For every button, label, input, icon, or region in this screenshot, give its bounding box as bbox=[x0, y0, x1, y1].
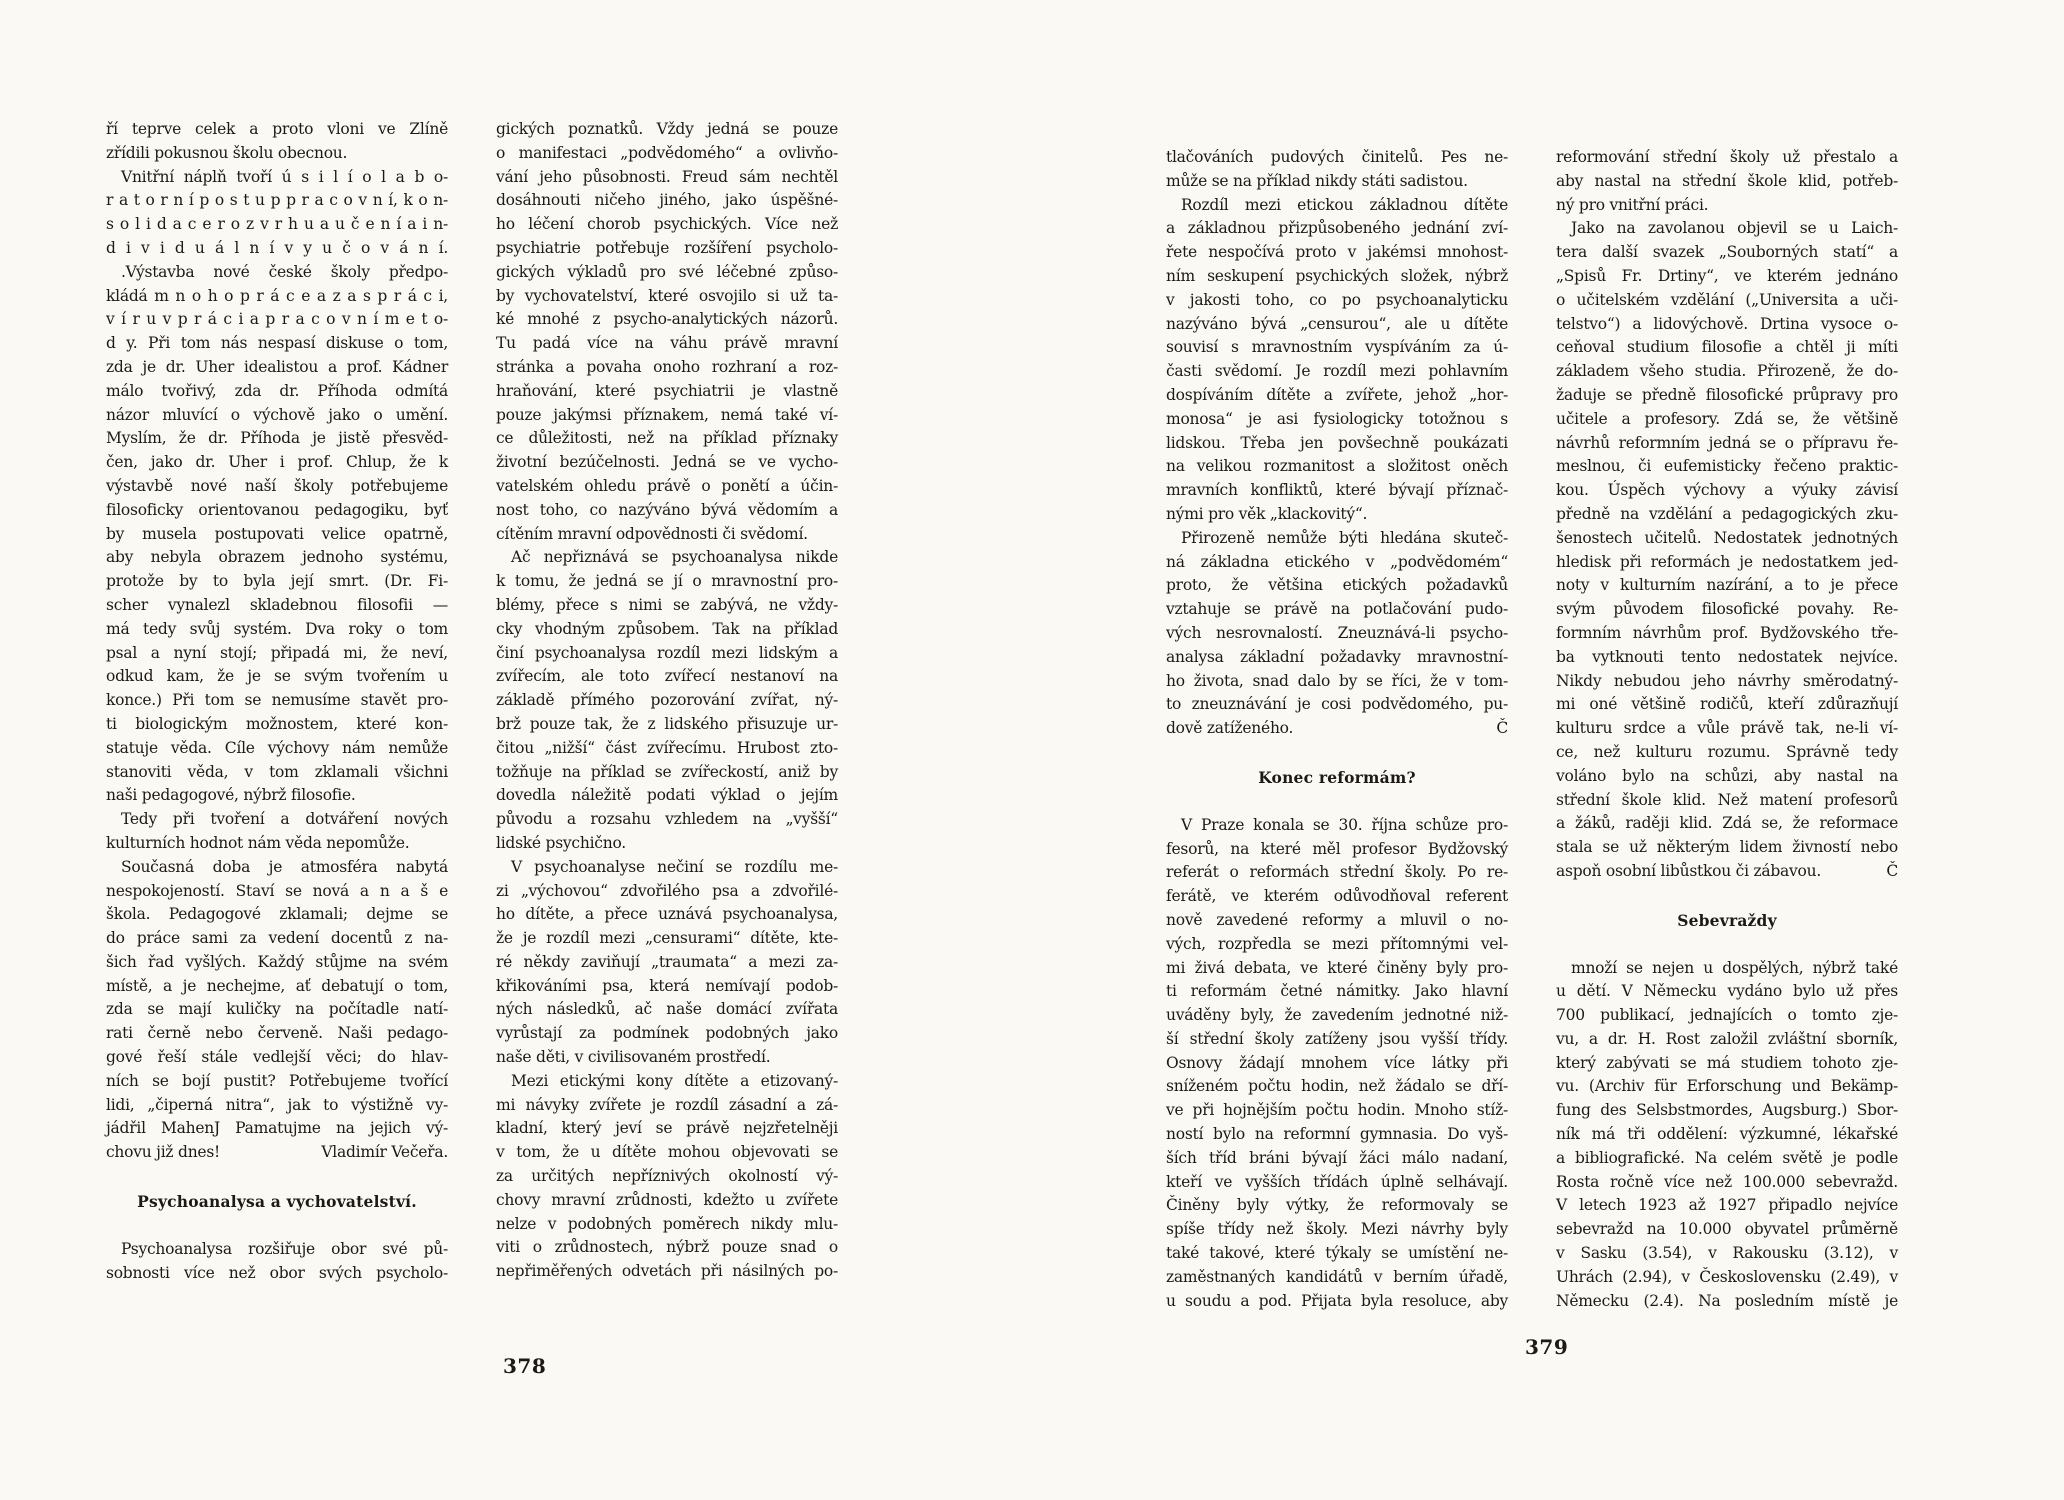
text-line: dosáhnouti ničeho jiného, jako úspěšné- bbox=[496, 191, 838, 210]
text-line: v í r u v p r á c i a p r a c o v n í m e t o- bbox=[106, 310, 448, 329]
text-line: dovedla náležitě podati výklad o jejím bbox=[496, 786, 838, 805]
text-line: formním návrhům prof. Bydžovského tře- bbox=[1556, 623, 1898, 642]
text-line: kládá m n o h o p r á c e a z a s p r á c i, bbox=[106, 286, 448, 305]
text-line: ností bylo na reformní gymnasia. Do vyš- bbox=[1166, 1125, 1508, 1144]
text-line: lidskou. Třeba jen povšechně poukázati bbox=[1166, 433, 1508, 452]
text-line: scher vynalezl skladebnou filosofii — bbox=[106, 595, 448, 614]
text-line: pouze jakýmsi příznakem, nemá také ví- bbox=[496, 405, 838, 424]
text-line: .Výstavba nové české školy předpo- bbox=[121, 262, 448, 281]
text-line: škola. Pedagogové zklamali; dejme se bbox=[106, 905, 448, 924]
text-line: sobnosti více než obor svých psycholo- bbox=[106, 1263, 448, 1282]
text-column-3 bbox=[1166, 146, 1508, 1313]
text-line: ce, než kulturu rozumu. Správně tedy bbox=[1556, 742, 1898, 761]
text-line: má tedy svůj systém. Dva roky o tom bbox=[106, 619, 448, 638]
text-line: málo tvořivý, zda dr. Příhoda odmítá bbox=[106, 381, 448, 400]
text-line: uváděny byly, že zavedením jednotné niž- bbox=[1166, 1006, 1508, 1025]
signature: Vladimír Večeřa. bbox=[321, 1143, 448, 1162]
text-line: sníženém počtu hodin, než žádalo se dří- bbox=[1166, 1077, 1508, 1096]
text-line: to zneuznávání je cosi podvědomého, pu- bbox=[1166, 695, 1508, 714]
text-line: k tomu, že jedná se jí o mravnostní pro- bbox=[496, 572, 838, 591]
text-line: statuje věda. Cíle výchovy nám nemůže bbox=[106, 738, 448, 757]
text-line: referát o reformách střední školy. Po re- bbox=[1166, 863, 1508, 882]
text-line: hledisk při reformách je nedostatkem jed- bbox=[1556, 552, 1898, 571]
text-line: lidské psychično. bbox=[496, 833, 626, 852]
text-line: předně na vzdělání a pedagogických zku- bbox=[1556, 504, 1898, 523]
signature: Č bbox=[1496, 719, 1508, 738]
text-line: zřídili pokusnou školu obecnou. bbox=[106, 143, 348, 162]
text-line: ho života, snad dalo by se říci, že v tom- bbox=[1166, 671, 1508, 690]
text-line: zaměstnaných kandidátů v berním úřadě, bbox=[1166, 1267, 1508, 1286]
text-column-4 bbox=[1556, 146, 1898, 1313]
text-line: reformování střední školy už přestalo a bbox=[1556, 148, 1898, 166]
text-line: učitele a profesory. Zdá se, že většině bbox=[1556, 409, 1898, 428]
text-line: stránka a povaha onoho rozhraní a roz- bbox=[496, 357, 838, 376]
text-line: naše děti, v civilisovaném prostředí. bbox=[496, 1048, 771, 1067]
text-line: Tu padá více na váhu právě mravní bbox=[496, 334, 838, 353]
text-line: jádřil MahenJ Pamatujme na jejich vý- bbox=[106, 1119, 448, 1138]
text-line: čitou „nižší“ část zvířecímu. Hrubost zto- bbox=[496, 738, 838, 757]
text-line: činí psychoanalysa rozdíl mezi lidským a bbox=[496, 643, 838, 662]
text-line: ce důležitosti, než na příklad příznaky bbox=[496, 429, 838, 448]
text-line: vu. (Archiv für Erforschung und Bekämp- bbox=[1556, 1077, 1898, 1096]
text-line: vatelském ohledu právě o ponětí a účin- bbox=[496, 476, 838, 495]
text-line: názor mluvící o výchově jako o umění. bbox=[106, 405, 448, 424]
text-line: časti svědomí. Je rozdíl mezi pohlavním bbox=[1166, 362, 1508, 381]
text-line: svým původem filosofické povahy. Re- bbox=[1556, 600, 1898, 619]
text-line: Německu (2.4). Na posledním místě je bbox=[1556, 1291, 1898, 1310]
text-line: V Praze konala se 30. října schůze pro- bbox=[1181, 815, 1508, 834]
text-line: hraňování, které psychiatrii je vlastně bbox=[496, 381, 838, 400]
text-line: telstvo“) a lidovýchově. Drtina vysoce o- bbox=[1556, 314, 1898, 333]
text-line-fragment: chovu již dnes! bbox=[106, 1143, 221, 1162]
text-line: Současná doba je atmosféra nabytá bbox=[121, 857, 448, 876]
text-line: ba vytknouti tento nedostatek nejvíce. bbox=[1556, 647, 1898, 666]
text-line: V psychoanalyse nečiní se rozdílu me- bbox=[511, 857, 838, 876]
text-line: zda je dr. Uher idealistou a prof. Kádner bbox=[106, 357, 448, 376]
text-line: kulturních hodnot nám věda nepomůže. bbox=[106, 833, 410, 852]
text-line: vých nesrovnalostí. Zneuznává-li psycho- bbox=[1166, 623, 1508, 642]
text-line: Činěny byly výtky, že reformovaly se bbox=[1166, 1196, 1508, 1215]
text-line: ho dítěte, a přece uznává psychoanalysa, bbox=[496, 905, 838, 924]
text-line: fesorů, na které měl profesor Bydžovský bbox=[1166, 839, 1508, 858]
text-line: analysa základní požadavky mravnostní- bbox=[1166, 647, 1508, 666]
text-line: kulturu srdce a vůle právě tak, ne-li ví- bbox=[1556, 719, 1898, 738]
text-line: Uhrách (2.94), v Československu (2.49), v bbox=[1556, 1267, 1898, 1286]
text-line: za určitých nepříznivých okolností vý- bbox=[496, 1167, 838, 1186]
text-line: blémy, přece s nimi se zabývá, ne vždy- bbox=[496, 595, 838, 614]
text-line: ferátě, ve kterém odůvodňoval referent bbox=[1166, 887, 1508, 906]
text-line: naši pedagogové, nýbrž filosofie. bbox=[106, 786, 356, 805]
text-line: ti biologickým možnostem, které kon- bbox=[106, 714, 448, 733]
text-line: mi návyky zvířete je rozdíl zásadní a zá- bbox=[496, 1095, 838, 1114]
text-line: ný pro vnitřní práci. bbox=[1556, 195, 1709, 214]
text-line: ník má tři oddělení: výzkumné, lékařské bbox=[1556, 1125, 1898, 1144]
text-line: ceňoval studium filosofie a chtěl ji míti bbox=[1556, 338, 1898, 357]
text-line: tlačováních pudových činitelů. Pes ne- bbox=[1166, 148, 1508, 166]
text-line: výstavbě nové naší školy potřebujeme bbox=[106, 476, 448, 495]
text-line: střední škole klid. Než matení profesorů bbox=[1556, 790, 1898, 809]
text-line: Vnitřní náplň tvoří ú s i l í o l a b o- bbox=[121, 167, 448, 186]
text-line: kteří ve vyšších třídách úplně selhávají. bbox=[1166, 1172, 1508, 1191]
text-line: návrhů reformním jedná se o přípravu ře- bbox=[1556, 433, 1898, 452]
text-line: protože by to byla její smrt. (Dr. Fi- bbox=[106, 572, 448, 591]
text-line: o učitelském vzdělání („Universita a uči- bbox=[1556, 290, 1898, 309]
text-line: ho léčení chorob psychických. Více než bbox=[496, 215, 838, 234]
text-line bbox=[1166, 717, 1508, 741]
text-line: Mezi etickými kony dítěte a etizovaný- bbox=[511, 1071, 838, 1090]
text-line: v jakosti toho, co po psychoanalyticku bbox=[1166, 290, 1508, 309]
text-line: aby nastal na střední škole klid, potřeb- bbox=[1556, 171, 1898, 190]
text-line: gických poznatků. Vždy jedná se pouze bbox=[496, 120, 838, 138]
text-line: žaduje se předně filosofické průpravy pro bbox=[1556, 385, 1898, 404]
text-line: Tedy při tvoření a dotváření nových bbox=[121, 810, 448, 829]
text-line: šich řad vyšlých. Každý stůjme na svém bbox=[106, 952, 448, 971]
text-line: ších tříd bráni bývají žáci málo nadaní, bbox=[1166, 1148, 1508, 1167]
text-line: ním seskupení psychických složek, nýbrž bbox=[1166, 266, 1508, 285]
text-line: meslnou, či eufemisticky řečeno praktic- bbox=[1556, 457, 1898, 476]
text-line: mi živá debata, ve které činěny byly pro- bbox=[1166, 958, 1508, 977]
text-line: v tom, že u dítěte mohou objevovati se bbox=[496, 1143, 838, 1162]
text-line: zvířecím, ale toto zvířecí nestanoví na bbox=[496, 667, 838, 686]
text-line: také takové, které týkaly se umístění ne- bbox=[1166, 1244, 1508, 1263]
text-line: ti reformám četné námitky. Jako hlavní bbox=[1166, 982, 1508, 1001]
text-line: vých, rozpředla se mezi přítomnými vel- bbox=[1166, 934, 1508, 953]
page-number-right: 379 bbox=[1525, 1335, 1569, 1359]
text-line: mi oné většině rodičů, kteří zdůrazňují bbox=[1556, 695, 1898, 714]
text-line: by musela postupovati velice opatrně, bbox=[106, 524, 448, 543]
text-line: řete nespočívá proto v jakémsi mnohost- bbox=[1166, 243, 1508, 262]
text-line: viti o zrůdnostech, nýbrž pouze snad o bbox=[496, 1238, 838, 1257]
text-line: Rozdíl mezi etickou základnou dítěte bbox=[1181, 195, 1508, 214]
text-line: d i v i d u á l n í v y u č o v á n í. bbox=[106, 238, 448, 257]
text-line: cky vhodným způsobem. Tak na příklad bbox=[496, 619, 838, 638]
text-line: odkud kam, že je se svým tvořením u bbox=[106, 667, 448, 686]
text-line: ve při hojnějším počtu hodin. Mnoho stíž- bbox=[1166, 1101, 1508, 1120]
text-line: nelze v podobných poměrech nikdy mlu- bbox=[496, 1214, 838, 1233]
text-line: Osnovy žádají mnohem více látky při bbox=[1166, 1053, 1508, 1072]
text-line: do práce sami za vedení docentů z na- bbox=[106, 929, 448, 948]
text-line: nými pro věk „klackovitý“. bbox=[1166, 504, 1368, 523]
text-line: nepřiměřených odvetách při násilných po- bbox=[496, 1262, 838, 1281]
text-column-1 bbox=[106, 118, 448, 1285]
text-line: 700 publikací, jednajících o tomto zje- bbox=[1556, 1006, 1898, 1025]
text-line-fragment: dově zatíženého. bbox=[1166, 719, 1294, 738]
text-line: voláno bylo na schůzi, aby nastal na bbox=[1556, 766, 1898, 785]
text-line: nespokojeností. Staví se nová a n a š e bbox=[106, 881, 448, 900]
text-line: r a t o r n í p o s t u p p r a c o v n í, k o n- bbox=[106, 191, 448, 210]
text-line: Psychoanalysa rozšiřuje obor své pů- bbox=[121, 1239, 448, 1258]
section-heading: Psychoanalysa a vychovatelství. bbox=[137, 1192, 417, 1212]
text-line: že je rozdíl mezi „censurami“ dítěte, kte- bbox=[496, 929, 838, 948]
text-line: a žáků, raději klid. Zdá se, že reformace bbox=[1556, 814, 1898, 833]
text-line: zi „výchovou“ zdvořilého psa a zdvořilé- bbox=[496, 881, 838, 900]
text-line: aby nebyla obrazem jednoho systému, bbox=[106, 548, 448, 567]
text-line: ních se bojí pustit? Potřebujeme tvořící bbox=[106, 1071, 448, 1090]
text-line: ké mnohé z psycho-analytických názorů. bbox=[496, 310, 838, 329]
text-line: tožňuje na příklad se zvířeckostí, aniž by bbox=[496, 762, 838, 781]
text-line: rati černě nebo červeně. Naši pedago- bbox=[106, 1024, 448, 1043]
text-line: u soudu a pod. Přijata byla resoluce, aby bbox=[1166, 1291, 1508, 1310]
text-line: noty v kulturním nazírání, a to je přece bbox=[1556, 576, 1898, 595]
text-line: „Spisů Fr. Drtiny“, ve kterém jednáno bbox=[1556, 266, 1898, 285]
text-line: vyrůstají za podmínek podobných jako bbox=[496, 1024, 838, 1043]
text-line: životní bezúčelnosti. Jedná se ve vycho- bbox=[496, 453, 838, 472]
text-line bbox=[1556, 860, 1898, 884]
text-line: základem všeho studia. Přirozeně, že do- bbox=[1556, 362, 1898, 381]
text-line: lidi, „čiperná nitra“, jak to výstižně vy- bbox=[106, 1095, 448, 1114]
text-line: o manifestaci „podvědomého“ a ovlivňo- bbox=[496, 143, 838, 162]
text-line: kladní, který jeví se právě nejzřetelněji bbox=[496, 1119, 838, 1138]
text-line: chovy mravní zrůdnosti, kdežto u zvířete bbox=[496, 1190, 838, 1209]
text-line: filosoficky orientovanou pedagogiku, byť bbox=[106, 500, 448, 519]
text-line: mravních konfliktů, které bývají příznač- bbox=[1166, 481, 1508, 500]
text-line: gové řeší stále vedlejší věci; do hlav- bbox=[106, 1048, 448, 1067]
text-line: Rosta ročně více než 100.000 sebevražd. bbox=[1556, 1172, 1898, 1191]
text-line: nost toho, co nazýváno bývá vědomím a bbox=[496, 500, 838, 519]
text-line: šenostech učitelů. Nedostatek jednotných bbox=[1556, 528, 1898, 547]
text-line: nově zavedené reformy a mluvil o no- bbox=[1166, 910, 1508, 929]
text-line: a bibliografické. Na celém světě je podle bbox=[1556, 1148, 1898, 1167]
text-line: by vychovatelství, které osvojilo si už ta- bbox=[496, 286, 838, 305]
section-heading: Sebevraždy bbox=[1677, 910, 1777, 930]
text-line: nazýváno bývá „censurou“, ale u dítěte bbox=[1166, 314, 1508, 333]
text-line-fragment: aspoň osobní libůstkou či zábavou. bbox=[1556, 861, 1822, 880]
text-line: ná základna etického v „podvědomém“ bbox=[1166, 552, 1508, 571]
text-line: gických výkladů pro své léčebné způso- bbox=[496, 262, 838, 281]
text-line: stala se už některým lidem živností nebo bbox=[1556, 838, 1898, 857]
text-line: s o l i d a c e r o z v r h u a u č e n í a i n- bbox=[106, 215, 448, 234]
text-line: souvisí s mravnostním vyspíváním za ú- bbox=[1166, 338, 1508, 357]
text-line: který zabývati se má studiem tohoto zje- bbox=[1556, 1053, 1898, 1072]
text-line: a základnou přizpůsobeného jednání zví- bbox=[1166, 219, 1508, 238]
text-line: na velikou rozmanitost a složitost oněch bbox=[1166, 457, 1508, 476]
text-line: křikováními psa, která nemívají podob- bbox=[496, 976, 838, 995]
text-line: brž pouze tak, že z lidského přisuzuje ur- bbox=[496, 714, 838, 733]
page-number-left: 378 bbox=[503, 1354, 547, 1378]
text-line: tera další svazek „Souborných statí“ a bbox=[1556, 243, 1898, 262]
text-line: vztahuje se právě na potlačování pudo- bbox=[1166, 600, 1508, 619]
text-line: spíše třídy než školy. Mezi návrhy byly bbox=[1166, 1220, 1508, 1239]
text-line: konce.) Při tom se nemusíme stavět pro- bbox=[106, 691, 448, 710]
text-line: ré někdy zaviňují „traumata“ a mezi za- bbox=[496, 952, 838, 971]
text-line: V letech 1923 až 1927 připadlo nejvíce bbox=[1556, 1196, 1898, 1215]
text-line: sebevražd na 10.000 obyvatel průměrně bbox=[1556, 1220, 1898, 1239]
text-line: u dětí. V Německu vydáno bylo už přes bbox=[1556, 982, 1898, 1001]
text-line: množí se nejen u dospělých, nýbrž také bbox=[1571, 958, 1898, 977]
text-line: v Sasku (3.54), v Rakousku (3.12), v bbox=[1556, 1244, 1898, 1263]
text-column-2 bbox=[496, 118, 838, 1284]
signature: Č bbox=[1886, 861, 1898, 880]
text-line: cítěním mravní odpovědnosti či svědomí. bbox=[496, 524, 808, 543]
text-line: fung des Selsbstmordes, Augsburg.) Sbor- bbox=[1556, 1101, 1898, 1120]
text-line: ných následků, ač naše domácí zvířata bbox=[496, 1000, 838, 1019]
text-line: původu a rozsahu vzhledem na „vyšší“ bbox=[496, 810, 838, 829]
text-line: dospíváním dítěte a zvířete, jehož „hor- bbox=[1166, 385, 1508, 404]
text-line: kou. Úspěch výchovy a výuky závisí bbox=[1556, 481, 1898, 500]
text-line bbox=[106, 1141, 448, 1165]
text-line: vu, a dr. H. Rost založil zvláštní sborník, bbox=[1556, 1029, 1898, 1048]
text-line: psychiatrie potřebuje rozšíření psycholo- bbox=[496, 238, 838, 257]
text-line: Nikdy nebudou jeho návrhy směrodatný- bbox=[1556, 671, 1898, 690]
text-line: stanoviti věda, v tom zklamali všichni bbox=[106, 762, 448, 781]
text-line: základě přímého pozorování zvířat, ný- bbox=[496, 691, 838, 710]
text-line: vání jeho působnosti. Freud sám nechtěl bbox=[496, 167, 838, 186]
text-line: Ač nepřiznává se psychoanalysa nikde bbox=[511, 548, 838, 567]
text-line: čen, jako dr. Uher i prof. Chlup, že k bbox=[106, 453, 448, 472]
text-line: d y. Při tom nás nespasí diskuse o tom, bbox=[106, 334, 448, 353]
text-line: Přirozeně nemůže býti hledána skuteč- bbox=[1181, 528, 1508, 547]
text-line: může se na příklad nikdy státi sadistou. bbox=[1166, 171, 1468, 190]
text-line: ří teprve celek a proto vloni ve Zlíně bbox=[106, 120, 448, 138]
text-line: místě, a je nechejme, ať debatují o tom, bbox=[106, 976, 448, 995]
text-line: Myslím, že dr. Příhoda je jistě přesvěd- bbox=[106, 429, 448, 448]
section-heading: Konec reformám? bbox=[1258, 767, 1416, 787]
text-line: monosa“ je asi fysiologicky totožnou s bbox=[1166, 409, 1508, 428]
text-line: zda se mají kuličky na počítadle natí- bbox=[106, 1000, 448, 1019]
text-line: Jako na zavolanou objevil se u Laich- bbox=[1571, 219, 1898, 238]
text-line: proto, že většina etických požadavků bbox=[1166, 576, 1508, 595]
text-line: psal a nyní stojí; připadá mi, že neví, bbox=[106, 643, 448, 662]
text-line: ší střední školy zatíženy jsou vyšší třídy. bbox=[1166, 1029, 1508, 1048]
